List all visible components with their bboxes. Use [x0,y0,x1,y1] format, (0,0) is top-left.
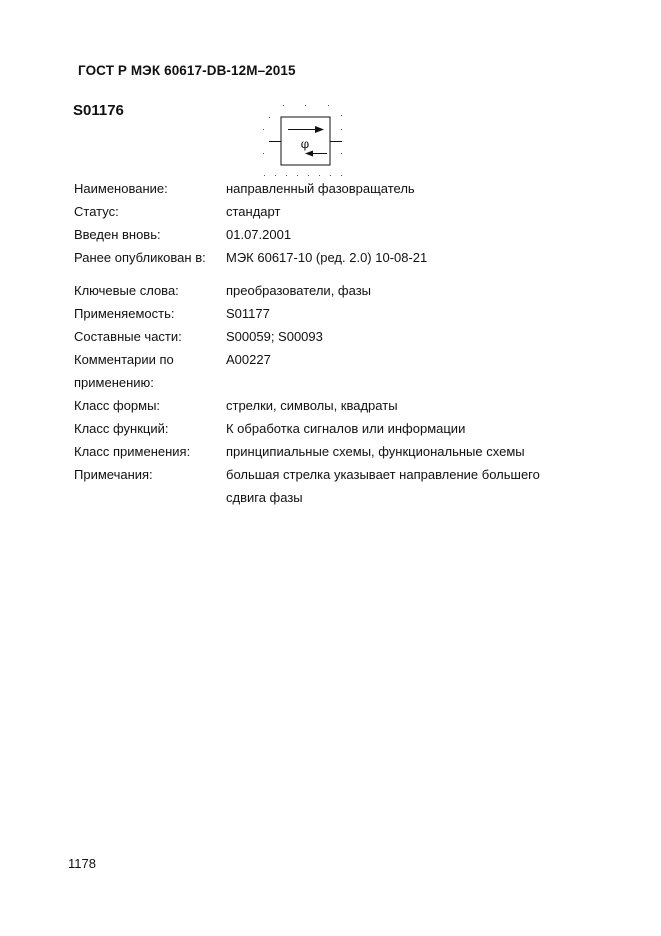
field-label: Комментарии по [74,352,174,367]
field-label-continued: применению: [74,375,154,390]
field-value: A00227 [226,352,271,367]
field-value-continued: сдвига фазы [226,490,303,505]
field-label: Введен вновь: [74,227,161,242]
field-label: Примечания: [74,467,153,482]
field-label: Статус: [74,204,119,219]
field-label: Составные части: [74,329,182,344]
symbol-id: S01176 [73,102,124,119]
phi-glyph: φ [300,137,310,151]
field-value: преобразователи, фазы [226,283,371,298]
page-number: 1178 [68,856,96,871]
field-value: стандарт [226,204,281,219]
field-label: Класс применения: [74,444,191,459]
field-value: направленный фазовращатель [226,181,415,196]
field-label: Ранее опубликован в: [74,250,206,265]
field-value: принципиальные схемы, функциональные схемы [226,444,525,459]
field-value: К обработка сигналов или информации [226,421,466,436]
field-value: большая стрелка указывает направление большего [226,467,540,482]
field-label: Класс формы: [74,398,161,413]
field-value: 01.07.2001 [226,227,292,242]
phase-shifter-symbol [255,103,350,178]
field-label: Применяемость: [74,306,175,321]
field-label: Класс функций: [74,421,169,436]
field-value: МЭК 60617-10 (ред. 2.0) 10-08-21 [226,250,428,265]
field-value: S01177 [226,306,270,321]
large-arrowhead [315,126,324,133]
small-arrowhead [305,151,313,157]
field-label: Наименование: [74,181,168,196]
field-label: Ключевые слова: [74,283,179,298]
standard-header: ГОСТ Р МЭК 60617-DB-12M–2015 [78,63,296,78]
field-value: стрелки, символы, квадраты [226,398,398,413]
field-value: S00059; S00093 [226,329,323,344]
